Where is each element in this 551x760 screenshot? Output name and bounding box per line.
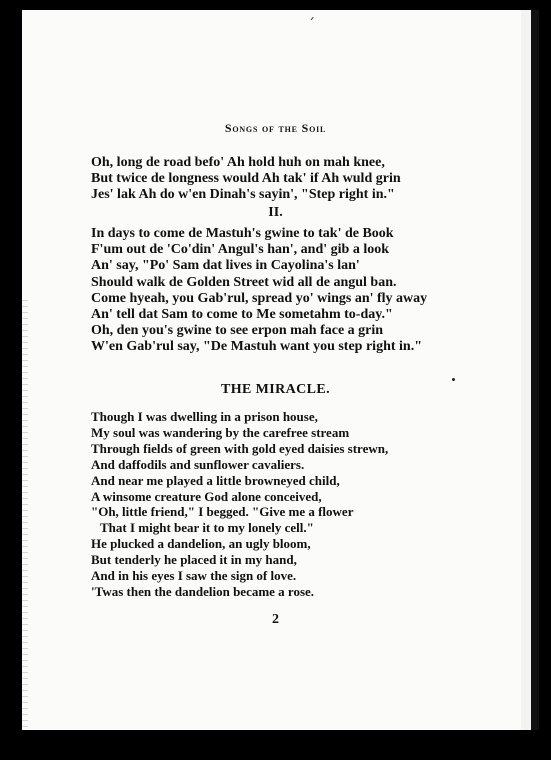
verse-line: Should walk de Golden Street wid all de angul ban. xyxy=(91,274,397,290)
verse-line: Oh, den you's gwine to see erpon mah face a grin xyxy=(91,323,384,339)
running-head: Songs of the Soil xyxy=(224,121,327,135)
verse-line: A winsome creature God alone conceived, xyxy=(91,488,322,504)
verse-line: And in his eyes I saw the sign of love. xyxy=(91,568,297,584)
verse-line: In days to come de Mastuh's gwine to tak' de Book xyxy=(91,226,394,241)
poem-body xyxy=(91,409,511,600)
verse-line: Through fields of green with gold eyed daisies strewn, xyxy=(91,440,389,456)
verse-line: F'um out de 'Co'din' Angul's han', and' gib a look xyxy=(91,242,389,258)
verse-line: W'en Gab'rul say, "De Mastuh want you step right in." xyxy=(91,339,422,355)
verse-line: An' tell dat Sam to come to Me sometahm to-day." xyxy=(91,307,393,323)
verse-line: But tenderly he placed it in my hand, xyxy=(91,552,297,568)
poem-title: THE MIRACLE. xyxy=(220,382,331,397)
verse-line: But twice de longness would Ah tak' if Ah wuld grin xyxy=(91,171,401,187)
stanza-1 xyxy=(91,155,511,204)
verse-line: Jes' lak Ah do w'en Dinah's sayin', "Step right in." xyxy=(91,187,395,203)
verse-line: My soul was wandering by the carefree stream xyxy=(91,424,350,440)
verse-line: "Oh, little friend," I begged. "Give me a flower xyxy=(91,504,354,520)
section-marker: II. xyxy=(268,205,283,220)
verse-line: He plucked a dandelion, an ugly bloom, xyxy=(91,536,311,552)
verse-line: And near me played a little browneyed child, xyxy=(91,472,340,488)
verse-line: That I might bear it to my lonely cell." xyxy=(100,520,314,536)
verse-line: And daffodils and sunflower cavaliers. xyxy=(91,456,305,472)
verse-line: Oh, long de road befo' Ah hold huh on mah knee, xyxy=(91,155,385,170)
verse-line: 'Twas then the dandelion became a rose. xyxy=(91,583,315,599)
verse-line: Though I was dwelling in a prison house, xyxy=(91,409,318,424)
scan-mark: ˊ xyxy=(308,17,315,33)
verse-line: An' say, "Po' Sam dat lives in Cayolina's lan' xyxy=(91,258,360,274)
verse-line: Come hyeah, you Gab'rul, spread yo' wings an' fly away xyxy=(91,290,428,306)
page-number: 2 xyxy=(272,612,279,627)
stanza-2 xyxy=(91,226,511,356)
